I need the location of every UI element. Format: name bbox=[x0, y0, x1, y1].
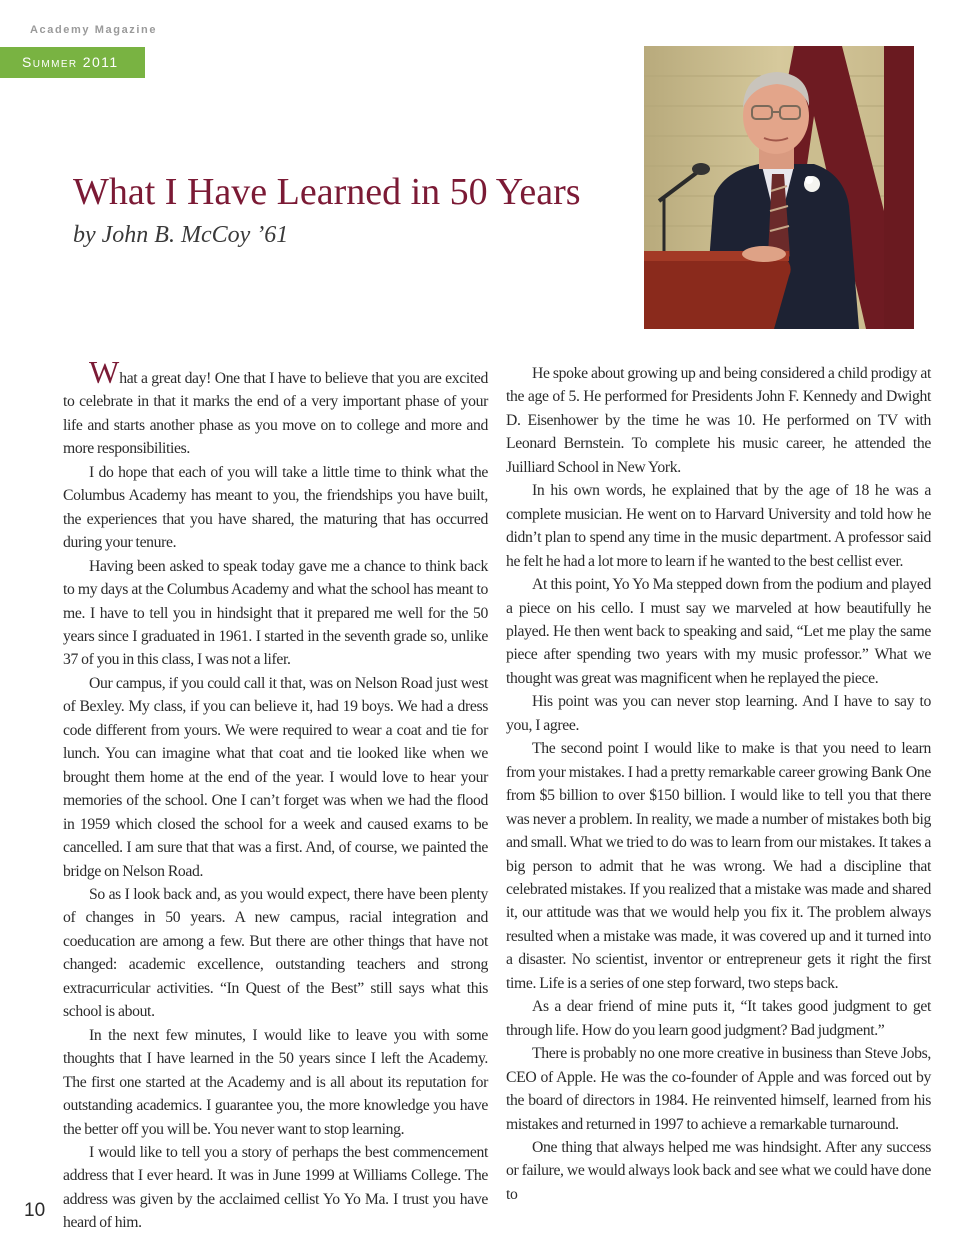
paragraph: The second point I would like to make is that you need to learn from your mistakes. I had a pretty remarkable career growing Bank One from $5 billion to over $150 billion. I would like to tell you that there was never a problem. In reality, we made a number of mistakes both big and small. What we tried to do was to learn from our mistakes. It takes a big person to admit that he was wrong. We had a discipline that celebrated mistakes. If you realized that a mistake was made and shared it, our attitude was that we would help you fix it. The problem always resulted when a mistake was made, it was covered up and it turned into a disaster. No scientist, inventor or entrepreneur gets it right the first time. Life is a series of one step forward, two steps back. bbox=[506, 740, 931, 992]
article-title: What I Have Learned in 50 Years bbox=[73, 171, 581, 213]
paragraph: So as I look back and, as you would expect, there have been plenty of changes in 50 years. A new campus, racial integration and coeducation are among a few. But there are other things that have not changed: academic excellence, outstanding teachers and strong extracurricular activities. “In Quest of the Best” still says what this school is about. bbox=[63, 885, 488, 1021]
paragraph: As a dear friend of mine puts it, “It takes good judgment to get through life. How do you learn good judgment? Bad judgment.” bbox=[506, 998, 931, 1039]
paragraph: He spoke about growing up and being considered a child prodigy at the age of 5. He performed for Presidents John F. Kennedy and Dwight D. Eisenhower by the time he was 10. He performed on TV with Leonard Bernstein. To complete his music career, he attended the Juilliard School in New York. bbox=[506, 365, 931, 476]
paragraph: I do hope that each of you will take a little time to think what the Columbus Academy has meant to you, the friendships you have built, the experiences that you have shared, the maturing that has occurred during your tenure. bbox=[63, 463, 488, 552]
article-right-column bbox=[506, 362, 931, 1206]
magazine-name: Academy Magazine bbox=[30, 24, 158, 36]
paragraph bbox=[63, 354, 488, 461]
drop-cap: W bbox=[89, 354, 120, 390]
issue-label: Summer 2011 bbox=[0, 47, 145, 78]
paragraph: One thing that always helped me was hindsight. After any success or failure, we would always look back and see what we could have done to bbox=[506, 1138, 931, 1203]
paragraph-text: hat a great day! One that I have to believe that you are excited to celebrate in that it marks the end of a very important phase of your life and starts another phase as you move on to college and more and more responsibilities. bbox=[63, 370, 488, 458]
paragraph: In the next few minutes, I would like to leave you with some thoughts that I have learned in the 50 years since I left the Academy. The first one started at the Academy and is all about its reputation for outstanding academics. I guarantee you, the more knowledge you have the better off you will be. You never want to stop learning. bbox=[63, 1026, 488, 1138]
paragraph: At this point, Yo Yo Ma stepped down from the podium and played a piece on his cello. I must say we marveled at how beautifully he played. He then went back to speaking and said, “Let me play the same piece after spending two years with my music professor.” What we thought was great was magnificent when he replayed the piece. bbox=[506, 576, 931, 687]
article-byline: by John B. McCoy ’61 bbox=[73, 222, 289, 248]
page-number: 10 bbox=[24, 1200, 46, 1221]
paragraph: Our campus, if you could call it that, was on Nelson Road just west of Bexley. My class, if you can believe it, had 19 boys. We had a dress code different from yours. We were required to wear a coat and tie for lunch. You can imagine what that coat and tie looked like when we brought them home at the end of the year. I would love to hear your memories of the school. One I can’t forget was when we had the flood in 1959 which closed the school for a week and caused exams to be cancelled. I am sure that that was a first. And, of course, we painted the bridge on Nelson Road. bbox=[63, 674, 488, 880]
paragraph: In his own words, he explained that by the age of 18 he was a complete musician. He went on to Harvard University and told how he didn’t plan to spend any time in the music department. A professor said he felt he had a lot more to learn if he wanted to the best cellist ever. bbox=[506, 482, 931, 570]
paragraph: Having been asked to speak today gave me a chance to think back to my days at the Columbus Academy and what the school has meant to me. I have to tell you in hindsight that it prepared me well for the 50 years since I graduated in 1961. I started in the seventh grade so, unlike 37 of you in this class, I was not a lifer. bbox=[63, 557, 488, 669]
paragraph: His point was you can never stop learning. And I have to say to you, I agree. bbox=[506, 693, 931, 734]
paragraph: I would like to tell you a story of perhaps the best commencement address that I ever heard. It was in June 1999 at Williams College. The address was given by the acclaimed cellist Yo Yo Ma. I trust you have heard of him. bbox=[63, 1143, 488, 1232]
article-left-column bbox=[63, 354, 488, 1235]
paragraph: There is probably no one more creative in business than Steve Jobs, CEO of Apple. He was the co-founder of Apple and was forced out by the board of directors in 1984. He reinvented himself, learned from his mistakes and returned in 1997 to achieve a remarkable turnaround. bbox=[506, 1045, 931, 1133]
speaker-photo bbox=[644, 46, 914, 329]
